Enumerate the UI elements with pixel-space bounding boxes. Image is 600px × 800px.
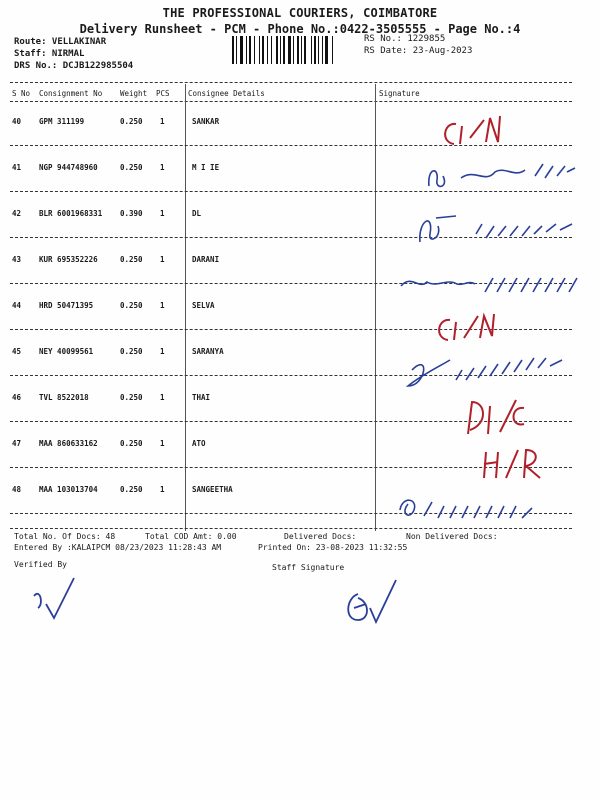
barcode-bar — [304, 36, 306, 64]
row-weight: 0.250 — [120, 163, 143, 172]
row-sno: 44 — [12, 301, 22, 310]
handwritten-cn-mark — [430, 310, 490, 350]
col-consignee-header: Consignee Details — [188, 89, 265, 98]
delivered-docs: Delivered Docs: — [284, 532, 357, 541]
row-pcs: 1 — [160, 301, 165, 310]
row-consignee: DARANI — [192, 255, 220, 264]
barcode-bar — [325, 36, 328, 64]
row-consignment-number: KUR 695352226 — [39, 255, 98, 264]
row-consignee: SANKAR — [192, 117, 220, 126]
barcode-bar — [280, 36, 281, 64]
entered-by: Entered By :KALAIPCM 08/23/2023 11:28:43 AM — [14, 543, 222, 552]
barcode-bar — [249, 36, 251, 64]
row-pcs: 1 — [160, 347, 165, 356]
barcode-bar — [301, 36, 302, 64]
barcode-image — [232, 36, 358, 64]
barcode-bar — [288, 36, 291, 64]
handwritten-signature-45 — [400, 346, 580, 394]
divider — [10, 101, 572, 102]
rs-number: RS No.: 1229855 — [364, 34, 446, 44]
row-pcs: 1 — [160, 439, 165, 448]
row-consignee: DL — [192, 209, 202, 218]
barcode-bar — [232, 36, 234, 64]
row-consignee: SARANYA — [192, 347, 224, 356]
row-pcs: 1 — [160, 485, 165, 494]
route-label: Route: VELLAKINAR — [14, 37, 107, 47]
divider — [10, 528, 572, 529]
divider — [10, 82, 572, 83]
barcode-bar — [322, 36, 323, 64]
handwritten-signature-41 — [425, 158, 585, 202]
row-consignment-number: NGP 944748960 — [39, 163, 98, 172]
staff-label: Staff: NIRMAL — [14, 49, 85, 59]
barcode-bar — [311, 36, 312, 64]
row-sno: 46 — [12, 393, 22, 402]
barcode-bar — [259, 36, 260, 64]
rs-date: RS Date: 23-Aug-2023 — [364, 46, 473, 56]
row-sno: 47 — [12, 439, 22, 448]
barcode-bar — [246, 36, 247, 64]
barcode-bar — [262, 36, 264, 64]
row-consignment-number: MAA 103013704 — [39, 485, 98, 494]
handwritten-signature-43 — [397, 270, 587, 304]
row-sno: 42 — [12, 209, 22, 218]
barcode-bar — [283, 36, 285, 64]
row-sno: 48 — [12, 485, 22, 494]
row-consignment-number: GPM 311199 — [39, 117, 85, 126]
row-weight: 0.250 — [120, 255, 143, 264]
row-sno: 45 — [12, 347, 22, 356]
row-pcs: 1 — [160, 255, 165, 264]
barcode-bar — [293, 36, 294, 64]
row-consignment-number: TVL 8522018 — [39, 393, 89, 402]
row-consignee: ATO — [192, 439, 206, 448]
drs-number: DRS No.: DCJB122985504 — [14, 61, 134, 71]
col-signature-header: Signature — [379, 89, 420, 98]
row-weight: 0.250 — [120, 393, 143, 402]
row-pcs: 1 — [160, 209, 165, 218]
row-consignee: SANGEETHA — [192, 485, 233, 494]
column-separator — [185, 84, 186, 531]
handwritten-cn-mark — [434, 112, 494, 156]
handwritten-dc-mark — [460, 394, 530, 442]
row-consignee: THAI — [192, 393, 211, 402]
barcode-bar — [332, 36, 333, 64]
verifier-signature — [26, 574, 86, 628]
total-docs: Total No. Of Docs: 48 — [14, 532, 116, 541]
barcode-bar — [318, 36, 319, 64]
barcode-bar — [236, 36, 237, 64]
row-weight: 0.250 — [120, 485, 143, 494]
barcode-bar — [297, 36, 299, 64]
barcode-bar — [267, 36, 268, 64]
col-consignment-header: Consignment No — [39, 89, 103, 98]
row-consignment-number: BLR 6001968331 — [39, 209, 103, 218]
handwritten-signature-42 — [416, 206, 576, 254]
runsheet-subtitle: Delivery Runsheet - PCM - Phone No.:0422-3505555 - Page No.:4 — [79, 22, 521, 36]
staff-signature-label: Staff Signature — [272, 563, 345, 572]
printed-on: Printed On: 23-08-2023 11:32:55 — [258, 543, 408, 552]
row-consignee: SELVA — [192, 301, 215, 310]
row-sno: 40 — [12, 117, 22, 126]
row-consignee: M I IE — [192, 163, 220, 172]
row-pcs: 1 — [160, 163, 165, 172]
row-consignment-number: NEY 40099561 — [39, 347, 94, 356]
row-weight: 0.250 — [120, 117, 143, 126]
col-weight-header: Weight — [120, 89, 148, 98]
row-sno: 43 — [12, 255, 22, 264]
barcode-bar — [314, 36, 316, 64]
row-weight: 0.250 — [120, 347, 143, 356]
barcode-bar — [254, 36, 255, 64]
company-title: THE PROFESSIONAL COURIERS, COIMBATORE — [162, 6, 438, 20]
barcode-bar — [240, 36, 243, 64]
handwritten-hr-mark — [478, 444, 548, 488]
row-consignment-number: HRD 50471395 — [39, 301, 94, 310]
row-weight: 0.250 — [120, 439, 143, 448]
column-separator — [375, 84, 376, 531]
staff-signature — [340, 574, 410, 632]
row-weight: 0.250 — [120, 301, 143, 310]
row-sno: 41 — [12, 163, 22, 172]
verified-by-label: Verified By — [14, 560, 67, 569]
row-weight: 0.390 — [120, 209, 143, 218]
row-pcs: 1 — [160, 117, 165, 126]
row-consignment-number: MAA 860633162 — [39, 439, 98, 448]
barcode-bar — [276, 36, 278, 64]
row-pcs: 1 — [160, 393, 165, 402]
total-cod: Total COD Amt: 0.00 — [145, 532, 237, 541]
non-delivered-docs: Non Delivered Docs: — [406, 532, 498, 541]
barcode-bar — [271, 36, 272, 64]
col-pcs-header: PCS — [156, 89, 170, 98]
col-sno-header: S No — [12, 89, 31, 98]
